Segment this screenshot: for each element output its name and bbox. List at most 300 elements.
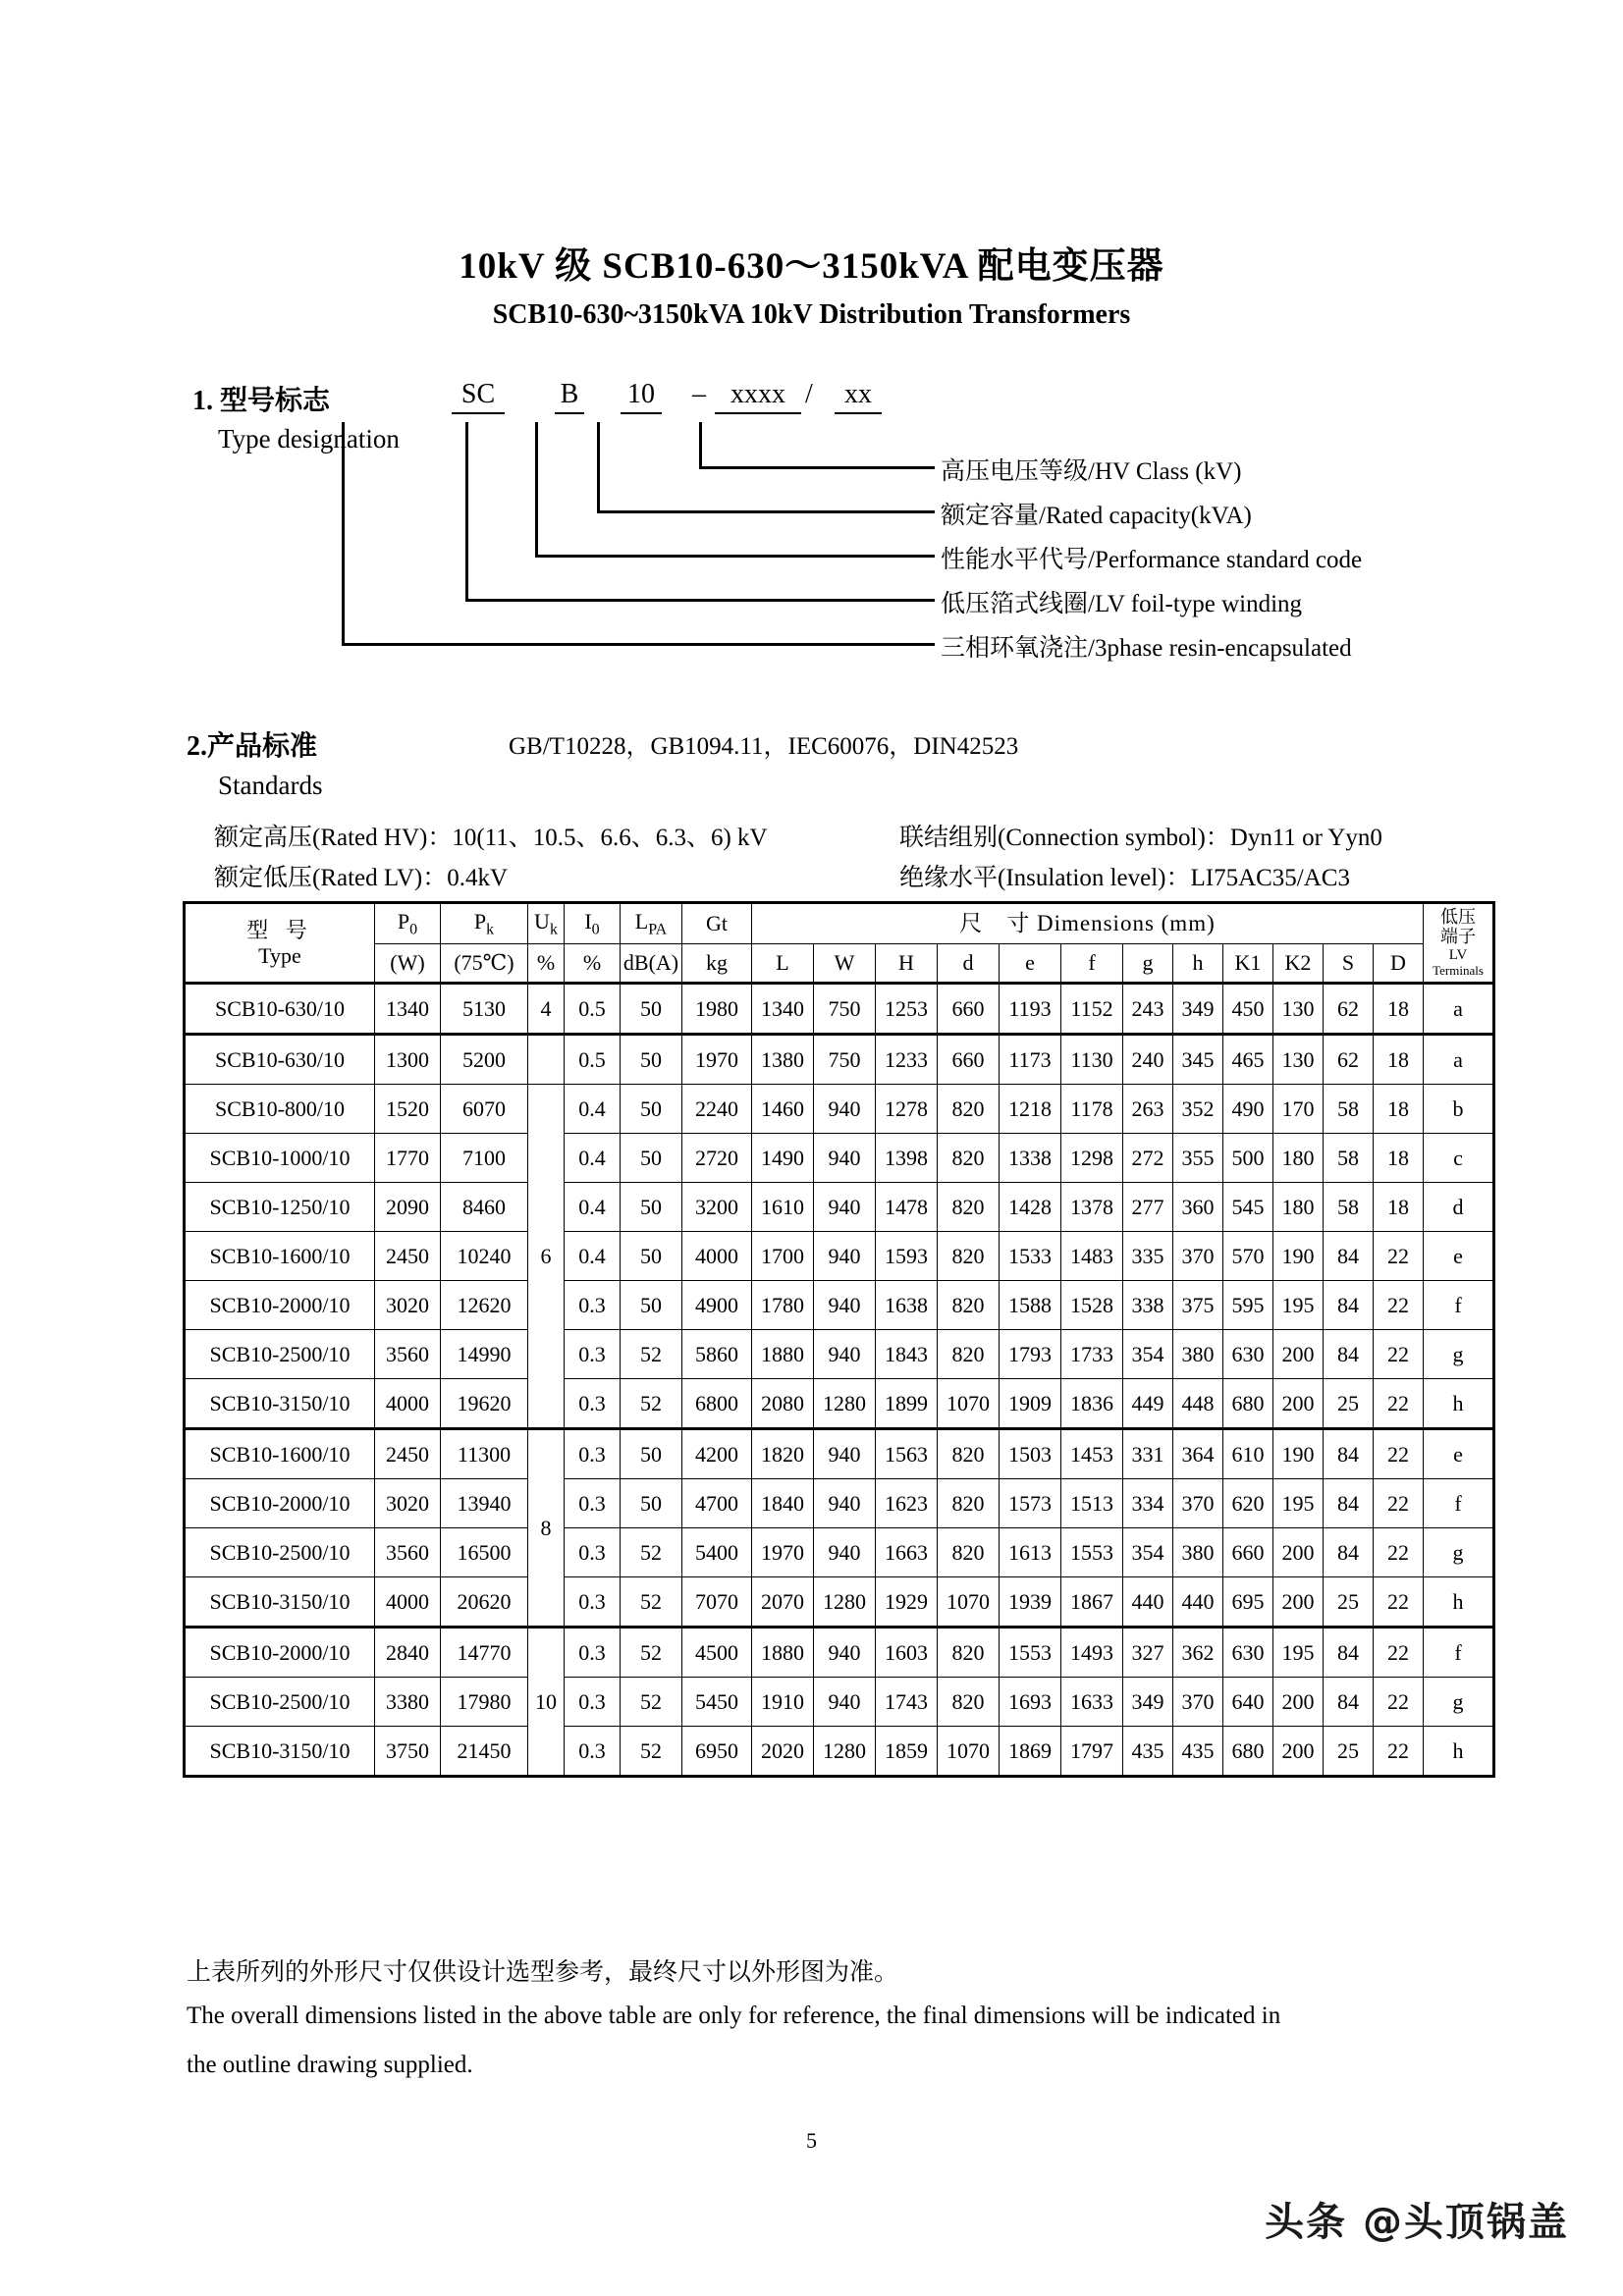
cell-dim-h: 352 [1173, 1085, 1223, 1134]
code-token-b: B [555, 379, 584, 414]
cell-dim-d: 820 [938, 1429, 1000, 1479]
cell-lpa: 50 [621, 1232, 682, 1281]
cell-p0: 3020 [375, 1479, 441, 1528]
cell-dim-e: 1533 [1000, 1232, 1061, 1281]
cell-dim-k2: 190 [1273, 1429, 1324, 1479]
cell-dim-w: 940 [814, 1330, 876, 1379]
cell-dim-w: 940 [814, 1281, 876, 1330]
cell-lpa: 50 [621, 1134, 682, 1183]
cell-dim-d: 820 [938, 1528, 1000, 1577]
cell-pk: 16500 [441, 1528, 528, 1577]
table-row [185, 1429, 1494, 1479]
col-header-type-cn: 型 号 [246, 918, 313, 943]
table-row [185, 1528, 1494, 1577]
col-header-dim-w: W [814, 944, 876, 984]
cell-dim-l: 1380 [752, 1035, 814, 1085]
transformer-spec-table [183, 901, 1495, 1778]
cell-dim-k1: 545 [1223, 1183, 1273, 1232]
cell-dim-f: 1513 [1061, 1479, 1123, 1528]
cell-gt: 6800 [682, 1379, 752, 1429]
cell-dim-h: 435 [1173, 1727, 1223, 1777]
cell-dim-k1: 630 [1223, 1330, 1273, 1379]
leader-label-lv-winding: 低压箔式线圈/LV foil-type winding [941, 591, 1303, 617]
cell-p0: 4000 [375, 1379, 441, 1429]
cell-p0: 2450 [375, 1429, 441, 1479]
connection-symbol-spec: 联结组别(Connection symbol)：Dyn11 or Yyn0 [899, 825, 1382, 851]
cell-dim-h: 364 [1173, 1429, 1223, 1479]
cell-type: SCB10-1600/10 [185, 1429, 375, 1479]
cell-lv-terminal: h [1424, 1577, 1494, 1628]
cell-dim-s: 84 [1324, 1232, 1374, 1281]
cell-dim-h: 349 [1173, 984, 1223, 1035]
cell-p0: 2840 [375, 1628, 441, 1678]
i0-symbol: I [584, 908, 592, 934]
cell-lpa: 52 [621, 1628, 682, 1678]
cell-dim-g: 435 [1123, 1727, 1173, 1777]
cell-lv-terminal: g [1424, 1528, 1494, 1577]
col-header-pk-unit: (75℃) [441, 944, 528, 984]
leader-label-performance-code: 性能水平代号/Performance standard code [941, 547, 1363, 573]
cell-dim-s: 84 [1324, 1429, 1374, 1479]
cell-dim-h: 1929 [876, 1577, 938, 1628]
cell-dim-s: 25 [1324, 1577, 1374, 1628]
cell-dim-f: 1378 [1061, 1183, 1123, 1232]
cell-dim-g: 243 [1123, 984, 1173, 1035]
cell-lv-terminal: f [1424, 1479, 1494, 1528]
cell-lv-terminal: f [1424, 1628, 1494, 1678]
insulation-level-spec: 绝缘水平(Insulation level)：LI75AC35/AC3 [899, 865, 1350, 891]
cell-dim-g: 349 [1123, 1678, 1173, 1727]
cell-dim-d: 18 [1374, 1085, 1424, 1134]
cell-i0: 0.5 [565, 984, 621, 1035]
pk-subscript: k [486, 921, 495, 937]
p0-subscript: 0 [409, 921, 418, 937]
cell-p0: 4000 [375, 1577, 441, 1628]
table-body [185, 984, 1494, 1777]
section2-subheading: Standards [218, 771, 323, 800]
cell-dim-d: 820 [938, 1232, 1000, 1281]
page-title-cn: 10kV 级 SCB10-630～3150kVA 配电变压器 [459, 246, 1164, 287]
leader-arm-rated-capacity [597, 510, 935, 513]
cell-type: SCB10-1250/10 [185, 1183, 375, 1232]
cell-dim-s: 25 [1324, 1727, 1374, 1777]
col-header-dim-f: f [1061, 944, 1123, 984]
pk-symbol: P [473, 908, 487, 934]
cell-dim-h: 1603 [876, 1628, 938, 1678]
cell-uk: 6 [528, 1085, 565, 1429]
i0-subscript: 0 [591, 921, 600, 937]
cell-dim-h: 370 [1173, 1232, 1223, 1281]
col-header-lpa-unit: dB(A) [621, 944, 682, 984]
cell-dim-w: 1280 [814, 1727, 876, 1777]
cell-lpa: 52 [621, 1528, 682, 1577]
cell-type: SCB10-2500/10 [185, 1528, 375, 1577]
cell-dim-w: 940 [814, 1085, 876, 1134]
cell-dim-l: 1460 [752, 1085, 814, 1134]
cell-dim-e: 1588 [1000, 1281, 1061, 1330]
col-header-dim-d: d [938, 944, 1000, 984]
cell-lv-terminal: g [1424, 1330, 1494, 1379]
table-head [185, 903, 1494, 984]
lv-header-cn1: 低压 [1440, 906, 1476, 927]
lv-header-cn2: 端子 [1440, 927, 1476, 947]
cell-dim-h: 1899 [876, 1379, 938, 1429]
cell-dim-h: 1638 [876, 1281, 938, 1330]
cell-dim-k1: 630 [1223, 1628, 1273, 1678]
cell-dim-w: 750 [814, 1035, 876, 1085]
col-header-i0 [565, 903, 621, 944]
cell-i0: 0.3 [565, 1379, 621, 1429]
cell-lv-terminal: a [1424, 984, 1494, 1035]
note-en-line2: the outline drawing supplied. [187, 2052, 473, 2078]
cell-dim-k2: 200 [1273, 1379, 1324, 1429]
cell-dim-k1: 695 [1223, 1577, 1273, 1628]
cell-dim-l: 1610 [752, 1183, 814, 1232]
uk-symbol: U [534, 908, 550, 934]
cell-dim-l: 2070 [752, 1577, 814, 1628]
cell-dim-d: 820 [938, 1330, 1000, 1379]
cell-dim-s: 84 [1324, 1678, 1374, 1727]
cell-dim-k1: 490 [1223, 1085, 1273, 1134]
leader-arm-lv-winding [465, 599, 935, 602]
cell-dim-e: 1503 [1000, 1429, 1061, 1479]
cell-dim-d: 22 [1374, 1429, 1424, 1479]
col-header-uk-unit: % [528, 944, 565, 984]
cell-i0: 0.3 [565, 1479, 621, 1528]
cell-lpa: 52 [621, 1330, 682, 1379]
cell-gt: 4900 [682, 1281, 752, 1330]
cell-lpa: 52 [621, 1577, 682, 1628]
cell-dim-l: 1700 [752, 1232, 814, 1281]
cell-dim-g: 449 [1123, 1379, 1173, 1429]
cell-dim-h: 440 [1173, 1577, 1223, 1628]
rated-hv-spec: 额定高压(Rated HV)：10(11、10.5、6.6、6.3、6) kV [214, 825, 768, 851]
cell-uk: 4 [528, 984, 565, 1035]
table-row [185, 1628, 1494, 1678]
cell-dim-d: 820 [938, 1281, 1000, 1330]
cell-dim-k2: 130 [1273, 1035, 1324, 1085]
cell-p0: 1770 [375, 1134, 441, 1183]
cell-dim-d: 18 [1374, 984, 1424, 1035]
cell-uk: 10 [528, 1628, 565, 1777]
cell-gt: 5450 [682, 1678, 752, 1727]
cell-dim-d: 22 [1374, 1281, 1424, 1330]
cell-lpa: 52 [621, 1379, 682, 1429]
cell-dim-h: 360 [1173, 1183, 1223, 1232]
cell-dim-d: 22 [1374, 1727, 1424, 1777]
col-header-type-en: Type [258, 942, 301, 968]
col-header-dimensions-group: 尺 寸 Dimensions (mm) [752, 903, 1424, 944]
cell-dim-h: 1593 [876, 1232, 938, 1281]
cell-dim-s: 84 [1324, 1330, 1374, 1379]
table-header-row-1 [185, 903, 1494, 944]
cell-dim-d: 820 [938, 1134, 1000, 1183]
cell-p0: 1300 [375, 1035, 441, 1085]
cell-dim-e: 1428 [1000, 1183, 1061, 1232]
leader-stem-lv-winding [465, 422, 468, 599]
cell-dim-h: 1278 [876, 1085, 938, 1134]
code-token-xx: xx [835, 379, 882, 414]
col-header-dim-d2: D [1374, 944, 1424, 984]
cell-gt: 1980 [682, 984, 752, 1035]
cell-type: SCB10-2500/10 [185, 1330, 375, 1379]
cell-dim-g: 263 [1123, 1085, 1173, 1134]
cell-dim-d: 18 [1374, 1035, 1424, 1085]
cell-type: SCB10-800/10 [185, 1085, 375, 1134]
cell-dim-d: 22 [1374, 1479, 1424, 1528]
cell-type: SCB10-2500/10 [185, 1678, 375, 1727]
cell-dim-h: 1663 [876, 1528, 938, 1577]
col-header-dim-g: g [1123, 944, 1173, 984]
cell-dim-d: 22 [1374, 1628, 1424, 1678]
col-header-dim-k2: K2 [1273, 944, 1324, 984]
cell-dim-e: 1338 [1000, 1134, 1061, 1183]
lpa-symbol: L [634, 908, 649, 934]
table-row [185, 1085, 1494, 1134]
cell-i0: 0.3 [565, 1429, 621, 1479]
cell-dim-l: 1970 [752, 1528, 814, 1577]
col-header-lpa [621, 903, 682, 944]
leader-arm-performance-code [535, 555, 935, 558]
cell-p0: 1520 [375, 1085, 441, 1134]
cell-dim-k2: 180 [1273, 1183, 1324, 1232]
col-header-dim-e: e [1000, 944, 1061, 984]
cell-dim-w: 940 [814, 1628, 876, 1678]
leader-arm-hv-class [699, 466, 935, 469]
cell-dim-l: 1910 [752, 1678, 814, 1727]
cell-dim-s: 58 [1324, 1183, 1374, 1232]
cell-dim-l: 1780 [752, 1281, 814, 1330]
cell-type: SCB10-630/10 [185, 984, 375, 1035]
cell-dim-h: 380 [1173, 1528, 1223, 1577]
cell-dim-l: 2020 [752, 1727, 814, 1777]
cell-dim-k1: 595 [1223, 1281, 1273, 1330]
leader-label-rated-capacity: 额定容量/Rated capacity(kVA) [941, 503, 1252, 529]
cell-p0: 3750 [375, 1727, 441, 1777]
cell-type: SCB10-1600/10 [185, 1232, 375, 1281]
cell-dim-s: 58 [1324, 1085, 1374, 1134]
cell-lv-terminal: h [1424, 1727, 1494, 1777]
cell-pk: 7100 [441, 1134, 528, 1183]
cell-dim-l: 1880 [752, 1330, 814, 1379]
cell-dim-d: 660 [938, 984, 1000, 1035]
section2-heading: 2.产品标准 [187, 731, 318, 762]
cell-dim-f: 1836 [1061, 1379, 1123, 1429]
cell-pk: 6070 [441, 1085, 528, 1134]
cell-dim-d: 18 [1374, 1134, 1424, 1183]
code-token-xxxx: xxxx [715, 379, 801, 414]
cell-dim-f: 1553 [1061, 1528, 1123, 1577]
cell-dim-h: 380 [1173, 1330, 1223, 1379]
cell-dim-h: 1253 [876, 984, 938, 1035]
cell-gt: 2240 [682, 1085, 752, 1134]
transformer-spec-table-wrap [183, 901, 1495, 1778]
note-cn: 上表所列的外形尺寸仅供设计选型参考，最终尺寸以外形图为准。 [187, 1959, 899, 1986]
cell-i0: 0.3 [565, 1330, 621, 1379]
cell-dim-s: 84 [1324, 1628, 1374, 1678]
col-header-dim-l: L [752, 944, 814, 984]
cell-lv-terminal: f [1424, 1281, 1494, 1330]
cell-pk: 12620 [441, 1281, 528, 1330]
cell-dim-d: 22 [1374, 1232, 1424, 1281]
type-designation-code [452, 379, 1080, 420]
cell-dim-w: 940 [814, 1479, 876, 1528]
cell-dim-d: 820 [938, 1678, 1000, 1727]
table-row [185, 1232, 1494, 1281]
leader-label-3phase: 三相环氧浇注/3phase resin-encapsulated [941, 635, 1352, 662]
cell-gt: 1970 [682, 1035, 752, 1085]
lpa-subscript: PA [648, 921, 668, 937]
cell-dim-e: 1573 [1000, 1479, 1061, 1528]
watermark: 头条 @头顶锅盖 [1265, 2200, 1569, 2245]
cell-dim-d: 22 [1374, 1330, 1424, 1379]
cell-dim-w: 1280 [814, 1577, 876, 1628]
cell-i0: 0.5 [565, 1035, 621, 1085]
cell-lv-terminal: c [1424, 1134, 1494, 1183]
cell-lv-terminal: e [1424, 1232, 1494, 1281]
code-dash: – [692, 379, 706, 409]
lv-header-en2: Terminals [1433, 963, 1484, 979]
cell-dim-h: 370 [1173, 1479, 1223, 1528]
page-title-en: SCB10-630~3150kVA 10kV Distribution Transformers [492, 299, 1131, 330]
cell-dim-k2: 170 [1273, 1085, 1324, 1134]
page-number: 5 [806, 2128, 817, 2153]
cell-lpa: 50 [621, 1281, 682, 1330]
cell-dim-e: 1218 [1000, 1085, 1061, 1134]
cell-lv-terminal: e [1424, 1429, 1494, 1479]
cell-pk: 14990 [441, 1330, 528, 1379]
table-row [185, 1479, 1494, 1528]
cell-dim-f: 1453 [1061, 1429, 1123, 1479]
cell-dim-d: 22 [1374, 1678, 1424, 1727]
cell-dim-d: 660 [938, 1035, 1000, 1085]
cell-dim-h: 1859 [876, 1727, 938, 1777]
cell-dim-g: 240 [1123, 1035, 1173, 1085]
table-row [185, 1379, 1494, 1429]
cell-dim-k1: 680 [1223, 1727, 1273, 1777]
col-header-i0-unit: % [565, 944, 621, 984]
cell-p0: 2450 [375, 1232, 441, 1281]
col-header-dim-h2: h [1173, 944, 1223, 984]
cell-lpa: 52 [621, 1678, 682, 1727]
cell-dim-h: 1233 [876, 1035, 938, 1085]
cell-pk: 19620 [441, 1379, 528, 1429]
cell-dim-k2: 190 [1273, 1232, 1324, 1281]
cell-type: SCB10-3150/10 [185, 1727, 375, 1777]
cell-lv-terminal: g [1424, 1678, 1494, 1727]
cell-dim-f: 1733 [1061, 1330, 1123, 1379]
cell-dim-g: 338 [1123, 1281, 1173, 1330]
cell-p0: 3560 [375, 1330, 441, 1379]
cell-dim-h: 355 [1173, 1134, 1223, 1183]
cell-dim-l: 1340 [752, 984, 814, 1035]
cell-dim-k1: 465 [1223, 1035, 1273, 1085]
cell-dim-d: 820 [938, 1628, 1000, 1678]
cell-dim-w: 1280 [814, 1379, 876, 1429]
cell-i0: 0.4 [565, 1085, 621, 1134]
cell-dim-d: 820 [938, 1479, 1000, 1528]
leader-stem-3phase [342, 422, 345, 643]
cell-dim-h: 375 [1173, 1281, 1223, 1330]
cell-pk: 20620 [441, 1577, 528, 1628]
cell-dim-f: 1633 [1061, 1678, 1123, 1727]
cell-dim-k1: 570 [1223, 1232, 1273, 1281]
cell-dim-w: 940 [814, 1183, 876, 1232]
cell-dim-g: 335 [1123, 1232, 1173, 1281]
cell-pk: 8460 [441, 1183, 528, 1232]
leader-stem-performance-code [535, 422, 538, 555]
cell-pk: 13940 [441, 1479, 528, 1528]
cell-type: SCB10-2000/10 [185, 1479, 375, 1528]
cell-dim-l: 1820 [752, 1429, 814, 1479]
cell-dim-g: 334 [1123, 1479, 1173, 1528]
cell-dim-f: 1797 [1061, 1727, 1123, 1777]
cell-dim-e: 1613 [1000, 1528, 1061, 1577]
rated-lv-spec: 额定低压(Rated LV)：0.4kV [214, 865, 509, 891]
standards-list: GB/T10228，GB1094.11，IEC60076，DIN42523 [509, 733, 1019, 760]
col-header-uk [528, 903, 565, 944]
cell-lpa: 50 [621, 1429, 682, 1479]
cell-dim-f: 1493 [1061, 1628, 1123, 1678]
cell-dim-d: 1070 [938, 1577, 1000, 1628]
cell-lv-terminal: h [1424, 1379, 1494, 1429]
cell-dim-g: 440 [1123, 1577, 1173, 1628]
cell-dim-k2: 195 [1273, 1479, 1324, 1528]
cell-dim-f: 1528 [1061, 1281, 1123, 1330]
cell-lv-terminal: a [1424, 1035, 1494, 1085]
cell-dim-e: 1909 [1000, 1379, 1061, 1429]
cell-lpa: 50 [621, 1085, 682, 1134]
cell-type: SCB10-3150/10 [185, 1379, 375, 1429]
table-row [185, 1330, 1494, 1379]
cell-dim-h: 1843 [876, 1330, 938, 1379]
cell-dim-w: 940 [814, 1429, 876, 1479]
cell-dim-e: 1553 [1000, 1628, 1061, 1678]
cell-dim-h: 1563 [876, 1429, 938, 1479]
cell-gt: 4500 [682, 1628, 752, 1678]
cell-gt: 7070 [682, 1577, 752, 1628]
leader-arm-3phase [342, 643, 935, 646]
cell-dim-s: 62 [1324, 1035, 1374, 1085]
cell-dim-h: 370 [1173, 1678, 1223, 1727]
cell-dim-e: 1793 [1000, 1330, 1061, 1379]
cell-dim-k2: 180 [1273, 1134, 1324, 1183]
cell-dim-s: 62 [1324, 984, 1374, 1035]
cell-dim-f: 1178 [1061, 1085, 1123, 1134]
cell-dim-f: 1152 [1061, 984, 1123, 1035]
cell-dim-k1: 610 [1223, 1429, 1273, 1479]
cell-i0: 0.3 [565, 1727, 621, 1777]
cell-gt: 5400 [682, 1528, 752, 1577]
cell-dim-k2: 200 [1273, 1727, 1324, 1777]
cell-i0: 0.3 [565, 1577, 621, 1628]
cell-gt: 4200 [682, 1429, 752, 1479]
cell-gt: 3200 [682, 1183, 752, 1232]
cell-dim-s: 25 [1324, 1379, 1374, 1429]
cell-dim-w: 940 [814, 1528, 876, 1577]
cell-dim-h: 362 [1173, 1628, 1223, 1678]
cell-i0: 0.3 [565, 1281, 621, 1330]
section1-subheading: Type designation [218, 424, 400, 454]
cell-dim-k1: 500 [1223, 1134, 1273, 1183]
cell-dim-e: 1193 [1000, 984, 1061, 1035]
cell-dim-k2: 130 [1273, 984, 1324, 1035]
cell-p0: 3560 [375, 1528, 441, 1577]
cell-dim-k2: 200 [1273, 1577, 1324, 1628]
cell-pk: 5130 [441, 984, 528, 1035]
cell-pk: 17980 [441, 1678, 528, 1727]
cell-lpa: 52 [621, 1727, 682, 1777]
